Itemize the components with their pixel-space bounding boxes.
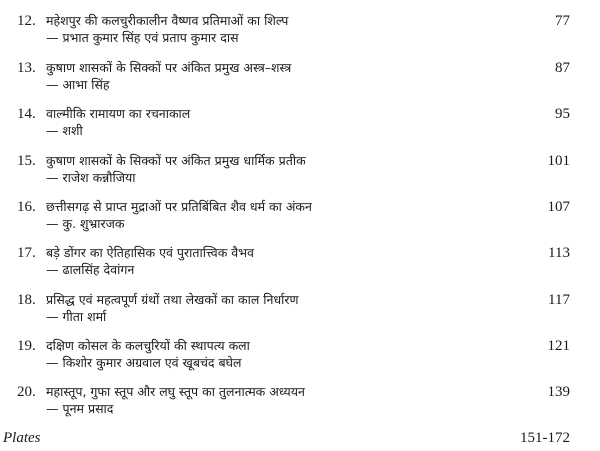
entry-number: 20. (17, 384, 36, 400)
entry-page-number: 121 (547, 338, 570, 354)
toc-entry (0, 151, 600, 191)
entry-page-number: 101 (547, 153, 570, 169)
entry-number: 18. (17, 292, 36, 308)
entry-title: महास्तूप, गुफा स्तूप और लघु स्तूप का तुलनात्मक अध्ययन (46, 384, 305, 399)
entry-page-number: 95 (555, 106, 570, 122)
entry-number: 12. (17, 13, 36, 29)
entry-number: 13. (17, 60, 36, 76)
entry-number: 15. (17, 153, 36, 169)
toc-entry (0, 243, 600, 283)
plates-page-range: 151-172 (520, 430, 570, 446)
entry-title: वाल्मीकि रामायण का रचनाकाल (46, 106, 191, 121)
entry-author: — पूनम प्रसाद (46, 401, 114, 416)
entry-page-number: 113 (548, 245, 570, 261)
entry-author: — प्रभात कुमार सिंह एवं प्रताप कुमार दास (46, 30, 239, 45)
toc-entry (0, 104, 600, 144)
entry-author: — गीता शर्मा (46, 309, 107, 324)
entry-number: 16. (17, 199, 36, 215)
toc-entry (0, 290, 600, 330)
entry-page-number: 107 (547, 199, 570, 215)
entry-title: बड़े डोंगर का ऐतिहासिक एवं पुरातात्त्विक वैभव (46, 245, 254, 260)
entry-title: कुषाण शासकों के सिक्कों पर अंकित प्रमुख धार्मिक प्रतीक (46, 153, 306, 168)
entry-author: — ढालसिंह देवांगन (46, 262, 135, 277)
toc-entry (0, 58, 600, 98)
entry-author: — आभा सिंह (46, 77, 110, 92)
entry-author: — किशोर कुमार अग्रवाल एवं खूबचंद बघेल (46, 355, 242, 370)
entry-page-number: 117 (548, 292, 570, 308)
entry-page-number: 139 (547, 384, 570, 400)
entry-title: महेशपुर की कलचुरीकालीन वैष्णव प्रतिमाओं का शिल्प (46, 13, 289, 28)
toc-entry (0, 382, 600, 422)
entry-author: — शशी (46, 123, 83, 138)
entry-page-number: 77 (555, 13, 570, 29)
plates-label: Plates (3, 430, 41, 446)
entry-title: प्रसिद्ध एवं महत्वपूर्ण ग्रंथों तथा लेखकों का काल निर्धारण (46, 292, 299, 307)
entry-title: दक्षिण कोसल के कलचुरियों की स्थापत्य कला (46, 338, 250, 353)
entry-author: — कु. शुभ्रारजक (46, 216, 125, 231)
toc-entry (0, 336, 600, 376)
entry-number: 14. (17, 106, 36, 122)
entry-author: — राजेश कन्नौजिया (46, 170, 136, 185)
toc-entry (0, 11, 600, 51)
entry-number: 17. (17, 245, 36, 261)
entry-number: 19. (17, 338, 36, 354)
entry-title: छत्तीसगढ़ से प्राप्त मुद्राओं पर प्रतिबिंबित शैव धर्म का अंकन (46, 199, 312, 214)
toc-entry (0, 197, 600, 237)
entry-title: कुषाण शासकों के सिक्कों पर अंकित प्रमुख अस्त्र–शस्त्र (46, 60, 292, 75)
entry-page-number: 87 (555, 60, 570, 76)
